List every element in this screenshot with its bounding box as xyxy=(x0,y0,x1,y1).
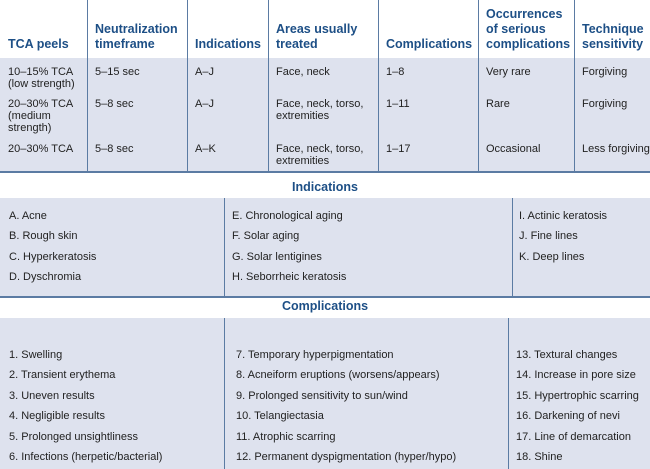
column-header: Neutralization timeframe xyxy=(95,22,178,51)
table-cell: 1–17 xyxy=(386,143,411,155)
table-cell: Forgiving xyxy=(582,66,628,78)
complication-item: 3. Uneven results xyxy=(9,389,95,402)
column-header: Indications xyxy=(195,37,261,51)
complication-item: 14. Increase in pore size xyxy=(516,369,636,382)
complication-item: 15. Hypertrophic scarring xyxy=(516,389,639,402)
indication-item: K. Deep lines xyxy=(519,250,585,263)
indication-item: A. Acne xyxy=(9,210,47,222)
column-divider xyxy=(508,318,509,469)
complication-item: 11. Atrophic scarring xyxy=(236,430,336,443)
complication-item: 12. Permanent dyspigmentation (hyper/hypo) xyxy=(236,451,457,463)
column-divider xyxy=(574,0,575,172)
column-header: Areas usually treated xyxy=(276,22,358,51)
complication-item: 16. Darkening of nevi xyxy=(516,410,620,423)
table-cell: 5–8 sec xyxy=(95,143,134,155)
table-cell: 20–30% TCA xyxy=(8,143,74,155)
column-header: TCA peels xyxy=(8,37,69,51)
complication-item: 10. Telangiectasia xyxy=(236,410,324,423)
complication-item: 5. Prolonged unsightliness xyxy=(9,430,139,443)
column-divider xyxy=(378,0,379,172)
table-cell: 10–15% TCA (low strength) xyxy=(8,66,75,90)
table-cell: Face, neck xyxy=(276,66,330,78)
divider xyxy=(0,296,650,298)
indication-item: B. Rough skin xyxy=(9,230,78,243)
table-cell: Very rare xyxy=(486,66,531,78)
column-header: Occurrences of serious complications xyxy=(486,7,571,51)
table-cell: A–J xyxy=(195,98,214,110)
complication-item: 7. Temporary hyperpigmentation xyxy=(236,349,394,361)
complication-item: 13. Textural changes xyxy=(516,349,618,361)
divider xyxy=(0,171,650,173)
complication-item: 1. Swelling xyxy=(9,349,63,361)
table-cell: Occasional xyxy=(486,143,541,155)
indication-item: E. Chronological aging xyxy=(232,210,343,222)
column-header: Technique sensitivity xyxy=(582,22,644,51)
complication-item: 4. Negligible results xyxy=(9,410,105,423)
complication-item: 18. Shine xyxy=(516,451,563,463)
table-cell: A–K xyxy=(195,143,216,155)
indication-item: G. Solar lentigines xyxy=(232,250,322,263)
complication-item: 8. Acneiform eruptions (worsens/appears) xyxy=(236,369,440,382)
column-divider xyxy=(512,198,513,297)
table-cell: Face, neck, torso, extremities xyxy=(276,143,364,167)
table-cell: 5–15 sec xyxy=(95,66,140,78)
column-divider xyxy=(224,318,225,469)
complication-item: 9. Prolonged sensitivity to sun/wind xyxy=(236,389,408,402)
table-cell: 5–8 sec xyxy=(95,98,134,110)
table-cell: A–J xyxy=(195,66,214,78)
table-cell: Less forgiving xyxy=(582,143,650,155)
indication-item: D. Dyschromia xyxy=(9,270,82,283)
indications-title: Indications xyxy=(292,180,358,194)
indication-item: I. Actinic keratosis xyxy=(519,210,608,222)
table-cell: 1–8 xyxy=(386,66,405,78)
table-cell: Face, neck, torso, extremities xyxy=(276,98,364,122)
table-cell: Forgiving xyxy=(582,98,628,110)
table-cell: 1–11 xyxy=(386,98,410,110)
column-divider xyxy=(478,0,479,172)
indication-item: H. Seborrheic keratosis xyxy=(232,270,347,283)
table-cell: 20–30% TCA (medium strength) xyxy=(8,98,73,134)
column-divider xyxy=(224,198,225,297)
complication-item: 17. Line of demarcation xyxy=(516,430,631,443)
complication-item: 2. Transient erythema xyxy=(9,369,116,382)
column-divider xyxy=(268,0,269,172)
indication-item: F. Solar aging xyxy=(232,230,300,243)
indication-item: J. Fine lines xyxy=(519,230,578,243)
indication-item: C. Hyperkeratosis xyxy=(9,250,97,263)
complications-title: Complications xyxy=(281,299,369,313)
complication-item: 6. Infections (herpetic/bacterial) xyxy=(9,451,163,463)
column-header: Complications xyxy=(386,37,473,51)
table-cell: Rare xyxy=(486,98,510,110)
column-divider xyxy=(187,0,188,172)
